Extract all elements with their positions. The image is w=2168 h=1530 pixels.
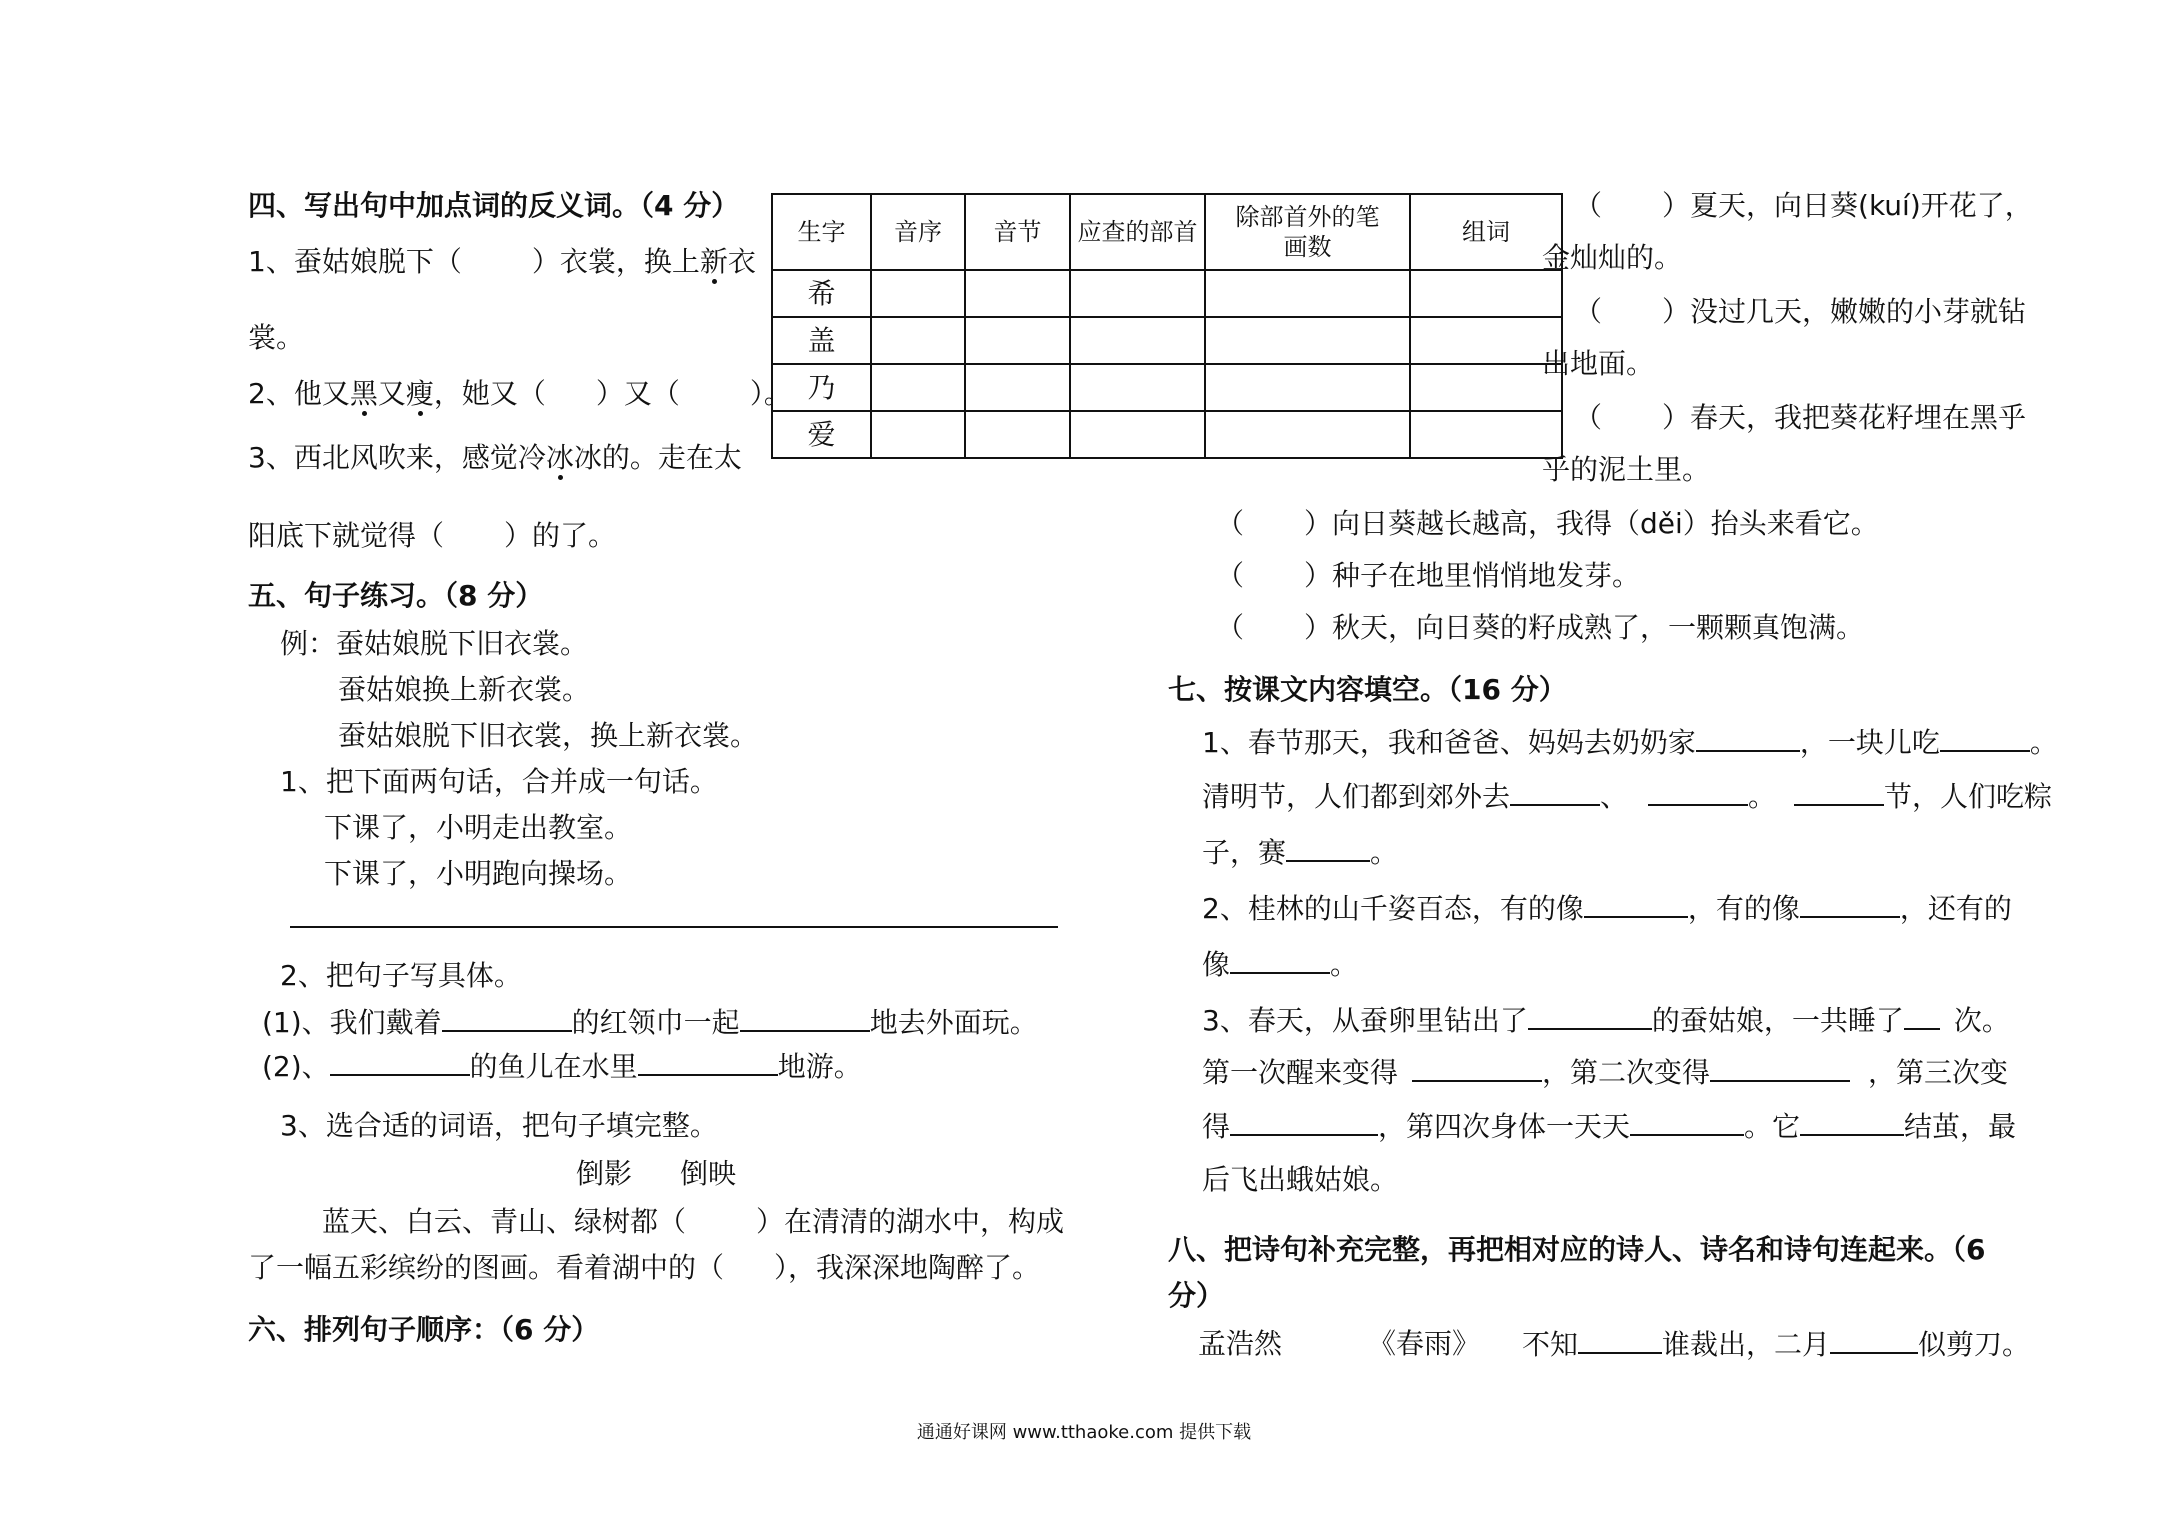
- sec7-line3: 子，赛 。: [1202, 836, 1399, 869]
- example-3: 蚕姑娘脱下旧衣裳，换上新衣裳。: [338, 719, 759, 752]
- order-item-5: （ ）种子在地里悄悄地发芽。: [1216, 559, 1641, 592]
- sec7-line8: 得 ，第四次身体一天天 。它 结茧，最: [1202, 1110, 2017, 1143]
- char-cell: 乃: [772, 364, 871, 411]
- answer-cell[interactable]: [871, 270, 965, 317]
- sec4-q1-line2: 裳。: [248, 321, 305, 354]
- sec4-q2: 2、他又黑又瘦，她又（ ）又（ ）。: [248, 377, 792, 410]
- answer-cell[interactable]: [965, 364, 1070, 411]
- blank[interactable]: [1800, 1108, 1904, 1136]
- sec5-p-line1: 蓝天、白云、青山、绿树都（ ）在清清的湖水中，构成: [322, 1205, 1065, 1238]
- th-char: 生字: [772, 194, 871, 270]
- char-cell: 盖: [772, 317, 871, 364]
- section-6-title: 六、排列句子顺序：（6 分）: [248, 1313, 600, 1346]
- sec4-q3-line1: 3、西北风吹来，感觉冷冰冰的。走在太: [248, 441, 742, 474]
- sec7-line6: 3、春天，从蚕卵里钻出了 的蚕姑娘，一共睡了 次。: [1202, 1004, 2010, 1037]
- sec4-q1-line1: 1、蚕姑娘脱下（ ）衣裳，换上新衣: [248, 245, 756, 278]
- answer-cell[interactable]: [1205, 364, 1410, 411]
- answer-cell[interactable]: [1410, 270, 1562, 317]
- sec7-line9: 后飞出蛾姑娘。: [1202, 1163, 1399, 1196]
- blank[interactable]: [1578, 1326, 1662, 1354]
- character-table: [771, 193, 1563, 459]
- poet-name: 孟浩然: [1198, 1327, 1283, 1360]
- section-5-title: 五、句子练习。（8 分）: [248, 579, 544, 612]
- answer-cell[interactable]: [1070, 317, 1205, 364]
- sec5-q2-2: (2)、 的鱼儿在水里 地游。: [262, 1050, 862, 1083]
- answer-cell[interactable]: [1410, 364, 1562, 411]
- order-item-2-cont: 出地面。: [1542, 347, 1655, 380]
- section-8-title: 八、把诗句补充完整，再把相对应的诗人、诗名和诗句连起来。（6: [1168, 1233, 1986, 1266]
- blank[interactable]: [1286, 834, 1370, 862]
- example-1: 例：蚕姑娘脱下旧衣裳。: [280, 627, 589, 660]
- answer-cell[interactable]: [965, 317, 1070, 364]
- poem-title: 《春雨》: [1368, 1327, 1481, 1360]
- sec4-q3-line2: 阳底下就觉得（ ）的了。: [248, 519, 617, 552]
- th-strokes: 除部首外的笔画数: [1205, 194, 1410, 270]
- order-item-1: （ ）夏天，向日葵(kuí)开花了，: [1574, 189, 2033, 222]
- answer-cell[interactable]: [1070, 270, 1205, 317]
- answer-cell[interactable]: [1205, 317, 1410, 364]
- sec7-line5: 像 。: [1202, 948, 1359, 981]
- sec5-q3: 3、选合适的词语，把句子填完整。: [280, 1109, 718, 1142]
- blank[interactable]: [1648, 778, 1748, 806]
- th-syllable: 音节: [965, 194, 1070, 270]
- order-item-6: （ ）秋天，向日葵的籽成熟了，一颗颗真饱满。: [1216, 611, 1865, 644]
- section-4-title: 四、写出句中加点词的反义词。（4 分）: [248, 189, 740, 222]
- sec5-q1-s1: 下课了，小明走出教室。: [324, 811, 633, 844]
- blank[interactable]: [1528, 1002, 1652, 1030]
- order-item-4: （ ）向日葵越长越高，我得（děi）抬头来看它。: [1216, 507, 1879, 540]
- blank[interactable]: [1904, 1002, 1940, 1030]
- answer-cell[interactable]: [1410, 317, 1562, 364]
- blank[interactable]: [1412, 1054, 1542, 1082]
- order-item-1-cont: 金灿灿的。: [1542, 241, 1683, 274]
- blank[interactable]: [1630, 1108, 1744, 1136]
- char-cell: 爱: [772, 411, 871, 458]
- th-order: 音序: [871, 194, 965, 270]
- blank[interactable]: [638, 1048, 778, 1076]
- example-2: 蚕姑娘换上新衣裳。: [338, 673, 591, 706]
- blank[interactable]: [1230, 1108, 1378, 1136]
- answer-cell[interactable]: [871, 364, 965, 411]
- blank[interactable]: [442, 1004, 572, 1032]
- answer-cell[interactable]: [1070, 411, 1205, 458]
- answer-cell[interactable]: [1070, 364, 1205, 411]
- answer-cell[interactable]: [871, 411, 965, 458]
- order-item-2: （ ）没过几天，嫩嫩的小芽就钻: [1574, 295, 2027, 328]
- blank[interactable]: [1940, 724, 2030, 752]
- order-item-3: （ ）春天，我把葵花籽埋在黑乎: [1574, 401, 2027, 434]
- word-choice-1: 倒影: [576, 1157, 633, 1190]
- sec5-q1-s2: 下课了，小明跑向操场。: [324, 857, 633, 890]
- blank[interactable]: [1710, 1054, 1850, 1082]
- answer-cell[interactable]: [1410, 411, 1562, 458]
- answer-cell[interactable]: [1205, 411, 1410, 458]
- answer-line[interactable]: [290, 926, 1058, 928]
- blank[interactable]: [330, 1048, 470, 1076]
- answer-cell[interactable]: [1205, 270, 1410, 317]
- blank[interactable]: [1794, 778, 1884, 806]
- answer-cell[interactable]: [965, 270, 1070, 317]
- sec5-q2-1: (1)、我们戴着 的红领巾一起 地去外面玩。: [262, 1006, 1038, 1039]
- blank[interactable]: [1230, 946, 1330, 974]
- sec5-q2: 2、把句子写具体。: [280, 959, 522, 992]
- sec5-p-line2: 了一幅五彩缤纷的图画。看着湖中的（ ），我深深地陶醉了。: [248, 1251, 1041, 1284]
- word-choice-2: 倒映: [680, 1157, 737, 1190]
- order-item-3-cont: 乎的泥土里。: [1542, 453, 1711, 486]
- th-words: 组词: [1410, 194, 1562, 270]
- answer-cell[interactable]: [965, 411, 1070, 458]
- section-8-title-cont: 分）: [1168, 1279, 1225, 1312]
- poem-line: 不知 谁裁出，二月 似剪刀。: [1522, 1328, 2031, 1361]
- sec7-line2: 清明节，人们都到郊外去 、 。 节，人们吃粽: [1202, 780, 2053, 813]
- sec7-line1: 1、春节那天，我和爸爸、妈妈去奶奶家 ，一块儿吃 。: [1202, 726, 2058, 759]
- blank[interactable]: [1510, 778, 1600, 806]
- blank[interactable]: [1830, 1326, 1918, 1354]
- blank[interactable]: [1584, 890, 1688, 918]
- char-cell: 希: [772, 270, 871, 317]
- blank[interactable]: [740, 1004, 870, 1032]
- sec5-q1: 1、把下面两句话，合并成一句话。: [280, 765, 718, 798]
- sec7-line4: 2、桂林的山千姿百态，有的像 ，有的像 ，还有的: [1202, 892, 2012, 925]
- sec7-line7: 第一次醒来变得 ，第二次变得 ，第三次变: [1202, 1056, 2009, 1089]
- blank[interactable]: [1696, 724, 1800, 752]
- section-7-title: 七、按课文内容填空。（16 分）: [1168, 673, 1567, 706]
- blank[interactable]: [1800, 890, 1900, 918]
- th-radical: 应查的部首: [1070, 194, 1205, 270]
- answer-cell[interactable]: [871, 317, 965, 364]
- footer-source: 通通好课网 www.tthaoke.com 提供下载: [916, 1422, 1252, 1443]
